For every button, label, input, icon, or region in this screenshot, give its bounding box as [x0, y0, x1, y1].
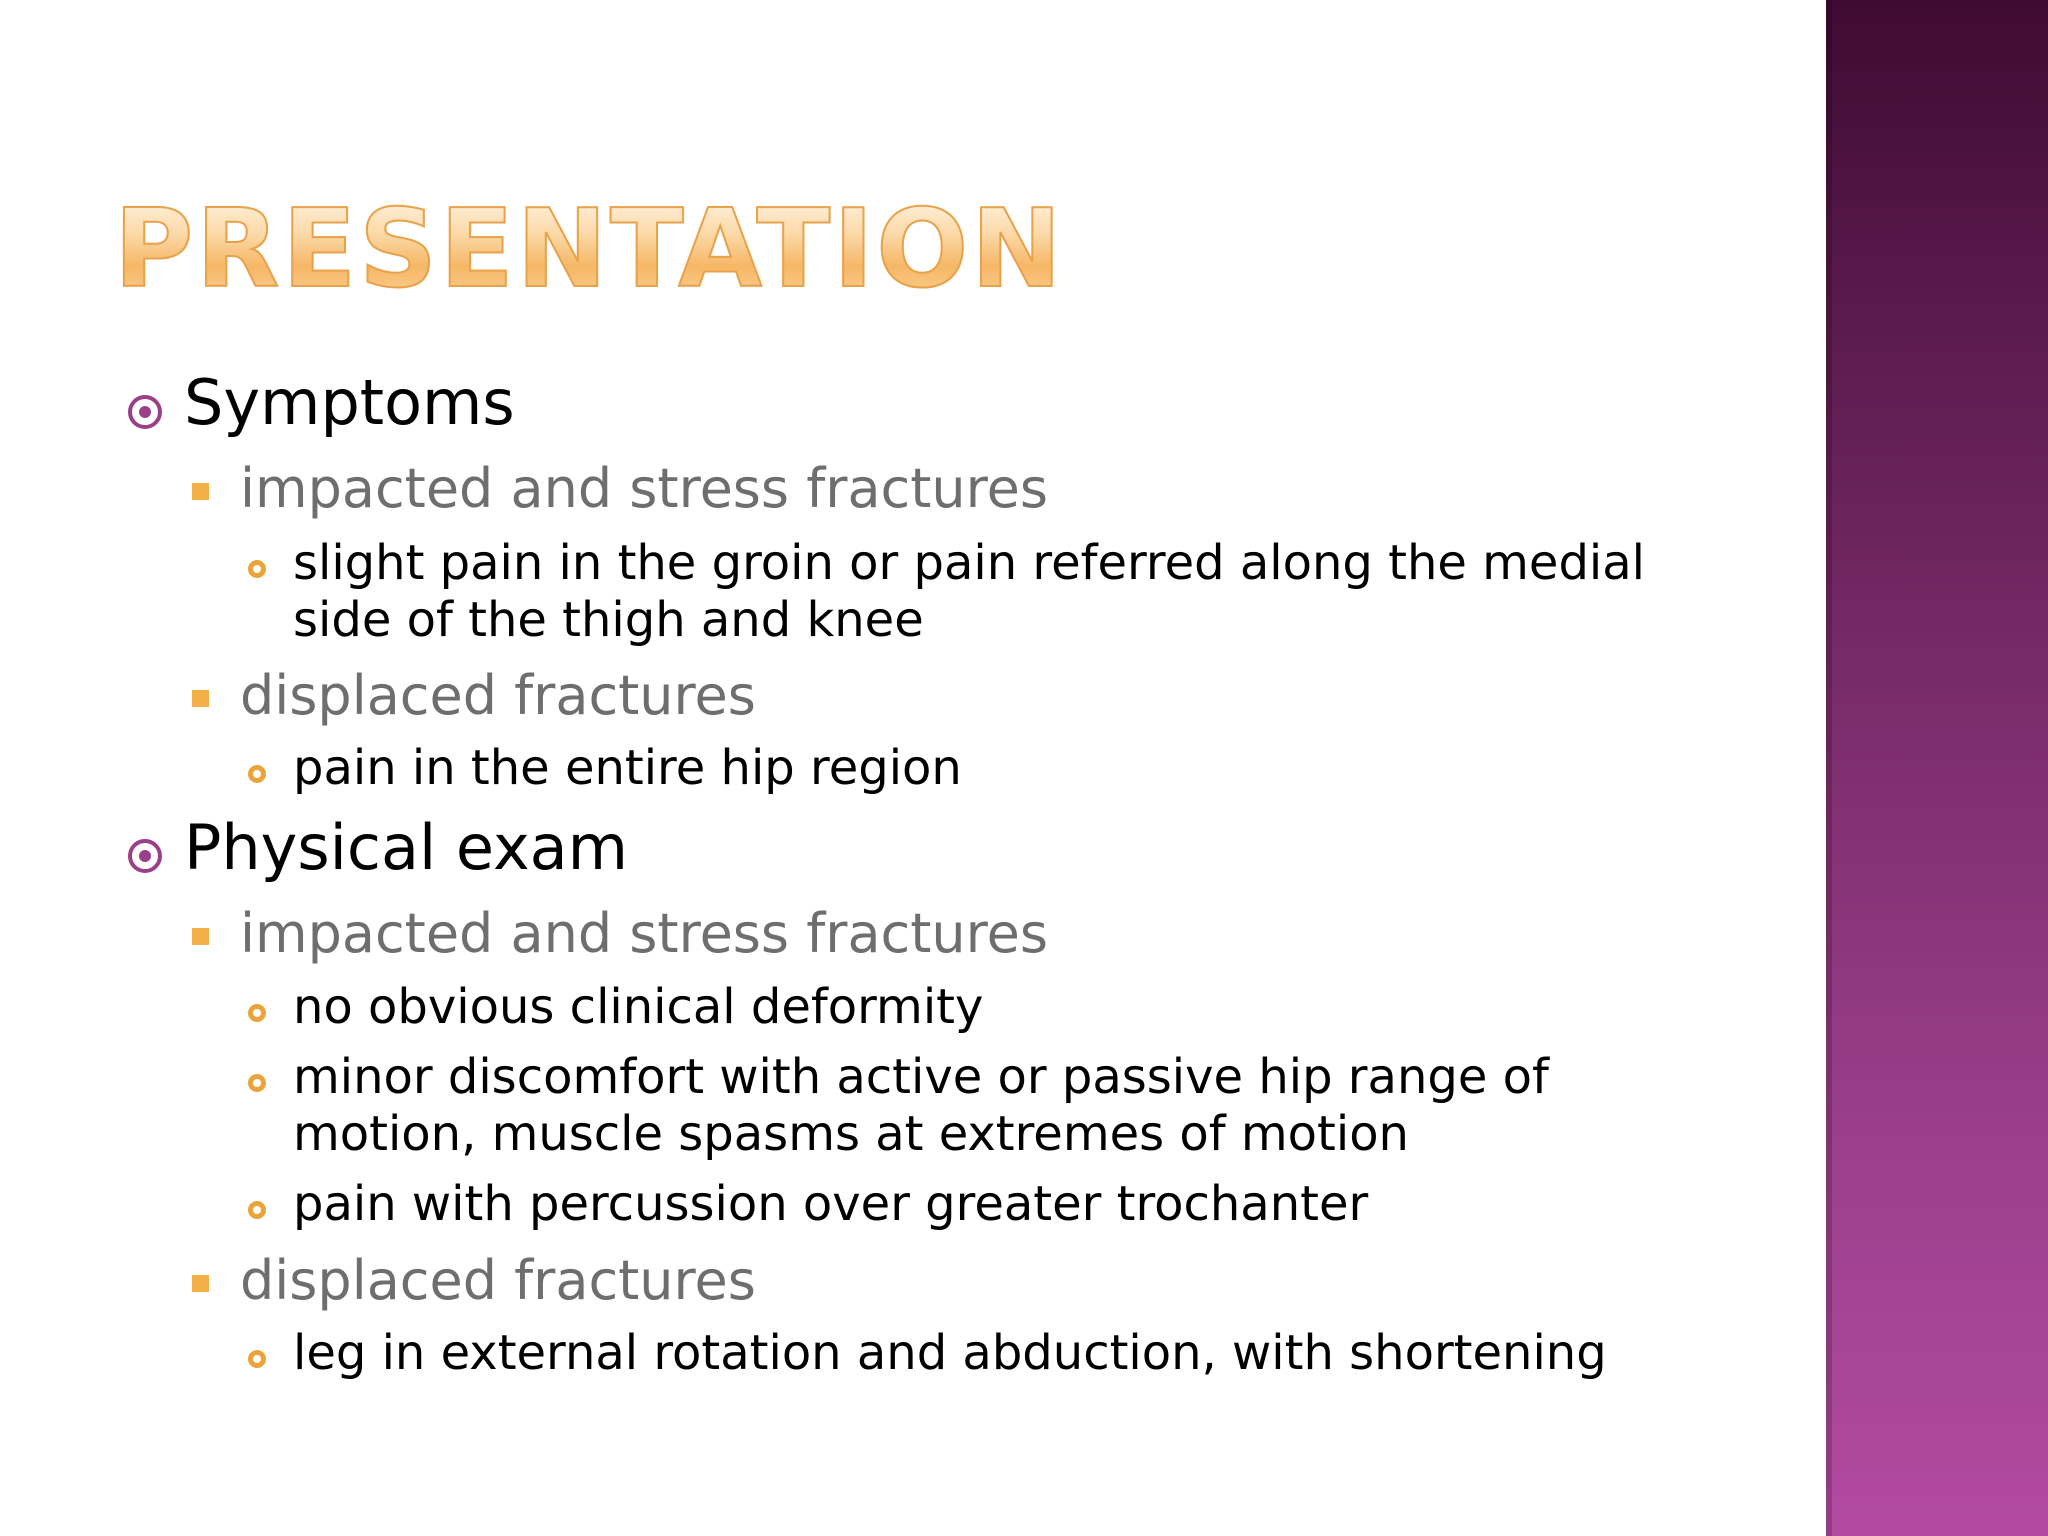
group-label-exam-impacted: impacted and stress fractures — [240, 902, 1048, 965]
level3-bullet-icon — [248, 1074, 266, 1092]
section-heading-symptoms: Symptoms — [184, 366, 515, 439]
group-label-exam-displaced: displaced fractures — [240, 1249, 756, 1312]
group-label-symptoms-impacted: impacted and stress fractures — [240, 457, 1048, 520]
list-item: no obvious clinical deformity — [293, 979, 984, 1035]
level3-bullet-icon — [248, 765, 266, 783]
group-label-symptoms-displaced: displaced fractures — [240, 664, 756, 727]
level2-bullet-icon — [192, 928, 209, 945]
list-item: pain in the entire hip region — [293, 740, 962, 796]
list-item: slight pain in the groin or pain referred along the medial side of the thigh and knee — [293, 535, 1645, 648]
list-item: minor discomfort with active or passive hip range of motion, muscle spasms at extremes of motion — [293, 1049, 1549, 1162]
slide-title: PRESENTATION — [114, 187, 1065, 312]
level3-bullet-icon — [248, 560, 266, 578]
list-item: leg in external rotation and abduction, with shortening — [293, 1325, 1607, 1381]
level2-bullet-icon — [192, 690, 209, 707]
section-heading-physical-exam: Physical exam — [184, 811, 629, 884]
level3-bullet-icon — [248, 1004, 266, 1022]
level3-bullet-icon — [248, 1201, 266, 1219]
decorative-side-band — [1826, 0, 2048, 1536]
level1-bullet-icon — [128, 839, 162, 873]
level1-bullet-icon — [128, 395, 162, 429]
list-item: pain with percussion over greater trochanter — [293, 1176, 1369, 1232]
level2-bullet-icon — [192, 1275, 209, 1292]
level2-bullet-icon — [192, 483, 209, 500]
level3-bullet-icon — [248, 1350, 266, 1368]
